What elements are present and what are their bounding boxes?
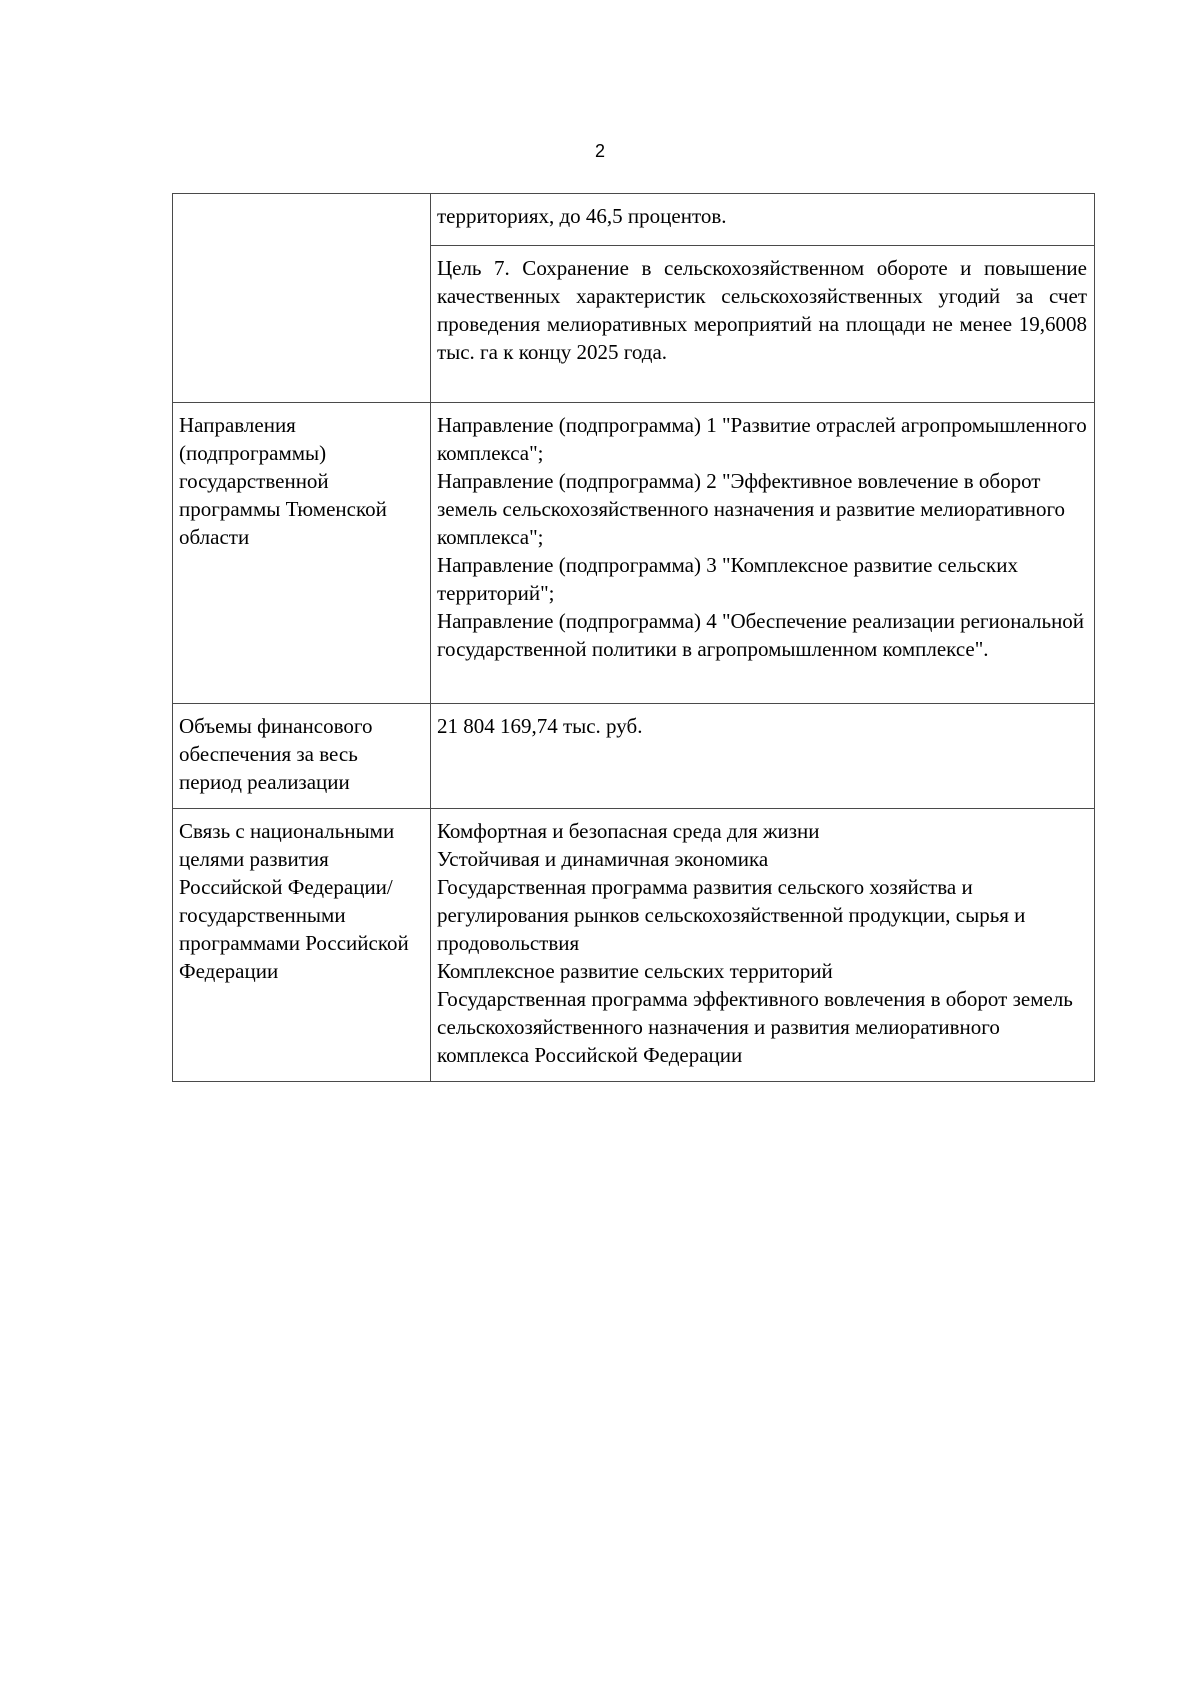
content-line: 21 804 169,74 тыс. руб. <box>436 714 643 738</box>
program-passport-table <box>172 193 1095 1082</box>
content-line: Направление (подпрограмма) 1 "Развитие отраслей агропромышленного комплекса"; <box>436 413 1087 465</box>
page-number: 2 <box>594 141 605 161</box>
row-content-financing <box>430 704 1094 809</box>
table-row <box>173 704 1095 809</box>
table-row <box>173 403 1095 704</box>
table-row <box>173 809 1095 1082</box>
row-content-directions <box>430 403 1094 704</box>
row-content <box>430 194 1094 246</box>
content-line: Направление (подпрограмма) 4 "Обеспечение реализации региональной государственной политики в агропромышленном комплексе". <box>436 609 1085 661</box>
content-line: Цель 7. Сохранение в сельскохозяйственном обороте и повышение качественных характеристик сельскохозяйственных угодий за счет проведения мелиоративных мероприятий на площади не менее 19,6008 тыс. га к концу 2025 года. <box>436 256 1087 364</box>
content-line: Государственная программа развития сельского хозяйства и регулирования рынков сельскохозяйственной продукции, сырья и продовольствия <box>436 875 1026 955</box>
row-content-national-goals <box>430 809 1094 1082</box>
content-line: Устойчивая и динамичная экономика <box>436 847 769 871</box>
row-label-empty <box>173 194 431 403</box>
content-line: Комфортная и безопасная среда для жизни <box>436 819 820 843</box>
content-line: Направление (подпрограмма) 2 "Эффективное вовлечение в оборот земель сельскохозяйственного назначения и развитие мелиоративного комплекса"; <box>436 469 1066 549</box>
content-line: территориях, до 46,5 процентов. <box>436 204 727 228</box>
row-label-directions: Направления (подпрограммы) государственной программы Тюменской области <box>173 403 431 704</box>
table-row <box>173 194 1095 246</box>
row-label-financing: Объемы финансового обеспечения за весь период реализации <box>173 704 431 809</box>
content-line: Комплексное развитие сельских территорий <box>436 959 833 983</box>
row-content-goal-7 <box>430 246 1094 403</box>
content-line: Государственная программа эффективного вовлечения в оборот земель сельскохозяйственного назначения и развития мелиоративного комплекса Российской Федерации <box>436 987 1073 1067</box>
content-line: Направление (подпрограмма) 3 "Комплексное развитие сельских территорий"; <box>436 553 1018 605</box>
row-label-national-goals: Связь с национальными целями развития Российской Федерации/ государственными программами Российской Федерации <box>173 809 431 1082</box>
